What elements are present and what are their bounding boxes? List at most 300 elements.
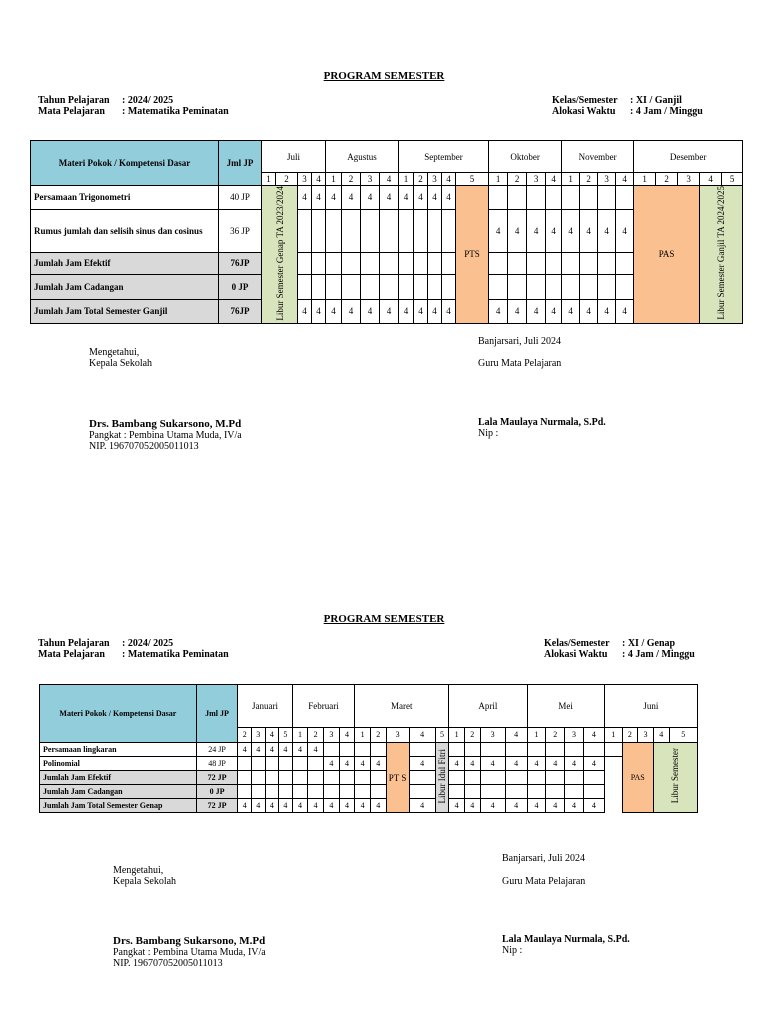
jp-cell (546, 274, 562, 299)
jp-cell: 4 (428, 300, 442, 324)
kepsek-name: Drs. Bambang Sukarsono, M.Pd (113, 935, 266, 947)
week-number: 1 (527, 728, 546, 743)
jp-cell: 4 (370, 799, 386, 813)
jp-cell (326, 252, 342, 274)
jp-cell: 4 (464, 799, 480, 813)
jp-cell: 4 (580, 209, 598, 252)
jp-cell (323, 785, 339, 799)
jp-cell (361, 252, 380, 274)
jp-cell (583, 743, 604, 757)
week-number: 1 (355, 728, 371, 743)
kepsek-nip: NIP. 196707052005011013 (89, 441, 199, 452)
mengetahui-label: Mengetahui, (89, 347, 140, 358)
jp-cell: 4 (355, 757, 371, 771)
week-number: 4 (409, 728, 435, 743)
jp-cell (616, 274, 634, 299)
jp-cell: 4 (546, 799, 565, 813)
week-number: 4 (442, 173, 456, 186)
month-header: November (562, 141, 634, 173)
materi-row-name: Jumlah Jam Total Semester Genap (40, 799, 197, 813)
week-number: 2 (622, 728, 638, 743)
materi-row-jp: 72 JP (196, 771, 238, 785)
libur-ganjil-label: Libur Semester Ganjil TA 2024/2025 (716, 186, 727, 321)
materi-row-jp: 48 JP (196, 757, 238, 771)
jp-cell: 4 (616, 209, 634, 252)
jp-cell: 4 (508, 300, 527, 324)
jp-cell (598, 186, 616, 210)
jp-cell (361, 274, 380, 299)
jp-cell: 4 (312, 300, 326, 324)
jp-cell (598, 274, 616, 299)
libur-semester-cell (653, 743, 697, 813)
jp-cell (312, 209, 326, 252)
jp-cell (251, 771, 265, 785)
jp-cell: 4 (442, 300, 456, 324)
materi-row-name: Jumlah Jam Efektif (31, 252, 219, 274)
month-header: Januari (238, 685, 292, 728)
jp-cell (339, 771, 355, 785)
jp-cell: 4 (292, 799, 308, 813)
guru-nip: Nip : (478, 428, 499, 439)
jp-cell (464, 771, 480, 785)
week-number: 5 (279, 728, 293, 743)
jp-cell: 4 (342, 186, 361, 210)
jp-cell (449, 771, 465, 785)
jp-cell (428, 274, 442, 299)
month-header: Februari (292, 685, 355, 728)
jp-cell: 4 (546, 209, 562, 252)
jp-cell: 4 (339, 757, 355, 771)
week-number: 1 (326, 173, 342, 186)
jp-cell (399, 252, 414, 274)
jp-cell: 4 (361, 300, 380, 324)
jp-cell (527, 785, 546, 799)
jp-cell (505, 785, 527, 799)
jp-cell (308, 771, 324, 785)
jp-cell (251, 757, 265, 771)
tahun-label: Tahun Pelajaran (38, 95, 110, 106)
jp-cell: 4 (312, 186, 326, 210)
week-number: 4 (700, 173, 722, 186)
jp-cell: 4 (505, 799, 527, 813)
jp-cell (527, 743, 546, 757)
kepsek-pangkat: Pangkat : Pembina Utama Muda, IV/a (89, 430, 242, 441)
week-number: 1 (292, 728, 308, 743)
jp-cell (546, 252, 562, 274)
jp-cell (489, 186, 508, 210)
week-number: 3 (323, 728, 339, 743)
jp-cell (562, 186, 580, 210)
week-number: 3 (565, 728, 584, 743)
week-number: 2 (342, 173, 361, 186)
kepsek-label: Kepala Sekolah (113, 876, 177, 887)
jp-cell: 4 (409, 757, 435, 771)
jp-cell: 4 (449, 799, 465, 813)
signature-kepsek-ganjil (89, 347, 152, 369)
jp-cell (292, 785, 308, 799)
week-number: 2 (238, 728, 252, 743)
jp-cell (292, 757, 308, 771)
jp-cell: 4 (409, 799, 435, 813)
jp-cell (580, 252, 598, 274)
mapel-value: : Matematika Peminatan (122, 106, 229, 117)
jp-cell (546, 743, 565, 757)
week-number: 4 (546, 173, 562, 186)
jp-cell: 4 (339, 799, 355, 813)
jp-cell (326, 274, 342, 299)
jp-cell: 4 (414, 186, 428, 210)
jp-cell: 4 (380, 300, 399, 324)
guru-name: Lala Maulaya Nurmala, S.Pd. (502, 934, 630, 945)
week-number: 1 (604, 728, 622, 743)
jp-cell (342, 209, 361, 252)
jp-cell: 4 (480, 799, 505, 813)
jp-cell (312, 274, 326, 299)
page-title-ganjil: PROGRAM SEMESTER (323, 70, 445, 82)
jp-cell: 4 (464, 757, 480, 771)
jp-cell (565, 771, 584, 785)
materi-row-jp: 36 JP (219, 209, 262, 252)
kelas-label: Kelas/Semester (544, 638, 610, 649)
jp-cell: 4 (399, 186, 414, 210)
week-number: 3 (298, 173, 312, 186)
jp-cell (527, 186, 546, 210)
month-header: Agustus (326, 141, 399, 173)
materi-row-jp: 76JP (219, 300, 262, 324)
jp-cell (238, 785, 252, 799)
jp-cell (565, 743, 584, 757)
month-header: Oktober (489, 141, 562, 173)
header-jml-jp: Jml JP (196, 685, 238, 743)
jp-cell (489, 274, 508, 299)
materi-row-name: Jumlah Jam Cadangan (40, 785, 197, 799)
week-number: 5 (722, 173, 743, 186)
month-header: April (449, 685, 527, 728)
jp-cell (480, 743, 505, 757)
jp-cell (527, 771, 546, 785)
jp-cell: 4 (251, 799, 265, 813)
libur-genap-cell (262, 186, 298, 324)
jp-cell: 4 (326, 186, 342, 210)
jp-cell (442, 252, 456, 274)
week-number: 3 (638, 728, 654, 743)
guru-label-genap: Guru Mata Pelajaran (502, 876, 586, 887)
libur-idul-fitri-cell (435, 743, 449, 813)
jp-cell (279, 757, 293, 771)
kepsek-identity-genap (113, 936, 266, 969)
semester-table-genap (39, 684, 698, 813)
jp-cell: 4 (265, 743, 279, 757)
kelas-value: : XI / Ganjil (630, 95, 682, 106)
jp-cell (414, 274, 428, 299)
materi-row-name: Jumlah Jam Total Semester Ganjil (31, 300, 219, 324)
jp-cell (527, 274, 546, 299)
jp-cell: 4 (527, 209, 546, 252)
jp-cell (480, 771, 505, 785)
header-materi: Materi Pokok / Kompetensi Dasar (31, 141, 219, 186)
jp-cell: 4 (342, 300, 361, 324)
tempat-tanggal-genap: Banjarsari, Juli 2024 (502, 853, 586, 864)
jp-cell (604, 743, 622, 757)
tahun-label: Tahun Pelajaran (38, 638, 110, 649)
jp-cell: 4 (580, 300, 598, 324)
jp-cell (508, 252, 527, 274)
jp-cell: 4 (565, 757, 584, 771)
jp-cell: 4 (308, 743, 324, 757)
pts-cell: PTS (456, 186, 489, 324)
week-number: 2 (464, 728, 480, 743)
jp-cell: 4 (414, 300, 428, 324)
materi-row-name: Jumlah Jam Efektif (40, 771, 197, 785)
jp-cell (323, 743, 339, 757)
jp-cell: 4 (562, 300, 580, 324)
jp-cell: 4 (480, 757, 505, 771)
week-number: 3 (527, 173, 546, 186)
page-title-genap: PROGRAM SEMESTER (323, 613, 445, 625)
jp-cell (409, 771, 435, 785)
jp-cell (380, 274, 399, 299)
month-header: Mei (527, 685, 604, 728)
jp-cell: 4 (265, 799, 279, 813)
tempat-tanggal-ganjil: Banjarsari, Juli 2024 (478, 336, 562, 347)
materi-row-name: Jumlah Jam Cadangan (31, 274, 219, 299)
month-header: Maret (355, 685, 449, 728)
jp-cell (464, 785, 480, 799)
jp-cell (409, 785, 435, 799)
jp-cell: 4 (298, 300, 312, 324)
kepsek-identity-ganjil (89, 419, 242, 452)
pas-cell: PAS (634, 186, 700, 324)
jp-cell: 4 (380, 186, 399, 210)
libur-ganjil-cell (700, 186, 743, 324)
jp-cell (370, 743, 386, 757)
jp-cell (265, 757, 279, 771)
guru-name: Lala Maulaya Nurmala, S.Pd. (478, 417, 606, 428)
materi-row-jp: 40 JP (219, 186, 262, 210)
materi-row-jp: 72 JP (196, 799, 238, 813)
jp-cell: 4 (323, 799, 339, 813)
jp-cell: 4 (361, 186, 380, 210)
week-number: 5 (669, 728, 697, 743)
week-number: 4 (339, 728, 355, 743)
jp-cell (355, 771, 371, 785)
week-number: 1 (449, 728, 465, 743)
jp-cell (616, 252, 634, 274)
jp-cell: 4 (238, 743, 252, 757)
jp-cell: 4 (326, 300, 342, 324)
week-number: 4 (380, 173, 399, 186)
jp-cell (326, 209, 342, 252)
jp-cell: 4 (399, 300, 414, 324)
guru-label-ganjil: Guru Mata Pelajaran (478, 358, 562, 369)
signature-kepsek-genap (113, 865, 176, 887)
materi-row-jp: 76JP (219, 252, 262, 274)
jp-cell (546, 186, 562, 210)
jp-cell: 4 (489, 300, 508, 324)
meta-left-ganjil (38, 95, 229, 117)
week-number: 4 (583, 728, 604, 743)
jp-cell: 4 (292, 743, 308, 757)
jp-cell (399, 209, 414, 252)
week-number: 3 (251, 728, 265, 743)
jp-cell: 4 (598, 300, 616, 324)
week-number: 3 (678, 173, 700, 186)
jp-cell: 4 (598, 209, 616, 252)
jp-cell: 4 (308, 799, 324, 813)
jp-cell (339, 785, 355, 799)
materi-row-name: Rumus jumlah dan selisih sinus dan cosinus (31, 209, 219, 252)
jp-cell (238, 771, 252, 785)
guru-identity-genap (502, 934, 630, 956)
jp-cell (583, 771, 604, 785)
jp-cell (339, 743, 355, 757)
guru-identity-ganjil (478, 417, 606, 439)
jp-cell (428, 209, 442, 252)
jp-cell (616, 186, 634, 210)
week-number: 1 (262, 173, 276, 186)
jp-cell: 4 (527, 757, 546, 771)
month-header: Juli (262, 141, 326, 173)
week-number: 2 (546, 728, 565, 743)
kepsek-label: Kepala Sekolah (89, 358, 153, 369)
jp-cell (527, 252, 546, 274)
kepsek-pangkat: Pangkat : Pembina Utama Muda, IV/a (113, 947, 266, 958)
jp-cell (409, 743, 435, 757)
jp-cell (342, 252, 361, 274)
jp-cell (565, 785, 584, 799)
jp-cell: 4 (562, 209, 580, 252)
jp-cell (505, 743, 527, 757)
week-number: 5 (435, 728, 449, 743)
week-number: 3 (428, 173, 442, 186)
jp-cell (298, 252, 312, 274)
jp-cell: 4 (251, 743, 265, 757)
week-number: 2 (308, 728, 324, 743)
week-number: 3 (480, 728, 505, 743)
jp-cell (370, 771, 386, 785)
jp-cell (312, 252, 326, 274)
jp-cell: 4 (323, 757, 339, 771)
jp-cell (265, 785, 279, 799)
jp-cell: 4 (449, 757, 465, 771)
materi-row-name: Persamaan Trigonometri (31, 186, 219, 210)
jp-cell (546, 771, 565, 785)
jp-cell (265, 771, 279, 785)
jp-cell: 4 (370, 757, 386, 771)
jp-cell (414, 252, 428, 274)
jp-cell: 4 (583, 757, 604, 771)
jp-cell (355, 743, 371, 757)
jp-cell (298, 274, 312, 299)
jp-cell (580, 186, 598, 210)
jp-cell (562, 252, 580, 274)
jp-cell: 4 (546, 300, 562, 324)
header-materi: Materi Pokok / Kompetensi Dasar (40, 685, 197, 743)
jp-cell: 4 (565, 799, 584, 813)
jp-cell (598, 252, 616, 274)
week-number: 3 (361, 173, 380, 186)
kepsek-name: Drs. Bambang Sukarsono, M.Pd (89, 418, 242, 430)
week-number: 4 (616, 173, 634, 186)
meta-right-genap (544, 638, 695, 660)
jp-cell: 4 (279, 743, 293, 757)
jp-cell (562, 274, 580, 299)
jp-cell (428, 252, 442, 274)
jp-cell: 4 (546, 757, 565, 771)
week-number: 4 (312, 173, 326, 186)
header-jml-jp: Jml JP (219, 141, 262, 186)
libur-idul-fitri-label: Libur Idul Fitri (436, 748, 447, 804)
jp-cell (308, 757, 324, 771)
tahun-value: : 2024/ 2025 (122, 95, 174, 106)
jp-cell (370, 785, 386, 799)
alokasi-value: : 4 Jam / Minggu (622, 649, 695, 660)
jp-cell (361, 209, 380, 252)
month-header: Desember (634, 141, 743, 173)
month-header: Juni (604, 685, 697, 728)
pas-cell: PAS (622, 743, 653, 813)
kelas-label: Kelas/Semester (552, 95, 618, 106)
mapel-label: Mata Pelajaran (38, 106, 105, 117)
jp-cell (298, 209, 312, 252)
week-number: 2 (508, 173, 527, 186)
jp-cell: 4 (527, 300, 546, 324)
jp-cell (380, 252, 399, 274)
kepsek-nip: NIP. 196707052005011013 (113, 958, 223, 969)
jp-cell: 4 (508, 209, 527, 252)
jp-cell (580, 274, 598, 299)
jp-cell (442, 274, 456, 299)
jp-cell (380, 209, 399, 252)
jp-cell (505, 771, 527, 785)
jp-cell (489, 252, 508, 274)
jp-cell (414, 209, 428, 252)
mapel-label: Mata Pelajaran (38, 649, 105, 660)
week-number: 3 (386, 728, 409, 743)
jp-cell (399, 274, 414, 299)
jp-cell: 4 (505, 757, 527, 771)
alokasi-value: : 4 Jam / Minggu (630, 106, 703, 117)
week-number: 1 (562, 173, 580, 186)
jp-cell (355, 785, 371, 799)
week-number: 4 (265, 728, 279, 743)
alokasi-label: Alokasi Waktu (552, 106, 616, 117)
jp-cell: 4 (616, 300, 634, 324)
week-number: 2 (276, 173, 298, 186)
materi-row-jp: 24 JP (196, 743, 238, 757)
alokasi-label: Alokasi Waktu (544, 649, 608, 660)
week-number: 3 (598, 173, 616, 186)
jp-cell: 4 (355, 799, 371, 813)
week-number: 2 (580, 173, 598, 186)
jp-cell: 4 (238, 799, 252, 813)
materi-row-jp: 0 JP (196, 785, 238, 799)
jp-cell (442, 209, 456, 252)
jp-cell: 4 (583, 799, 604, 813)
jp-cell (279, 771, 293, 785)
jp-cell (292, 771, 308, 785)
libur-semester-label: Libur Semester (670, 748, 681, 804)
jp-cell: 4 (298, 186, 312, 210)
week-number: 1 (399, 173, 414, 186)
week-number: 1 (634, 173, 656, 186)
week-number: 5 (456, 173, 489, 186)
week-number: 2 (656, 173, 678, 186)
materi-row-jp: 0 JP (219, 274, 262, 299)
jp-cell (464, 743, 480, 757)
jp-cell (238, 757, 252, 771)
semester-table-ganjil (30, 140, 743, 324)
